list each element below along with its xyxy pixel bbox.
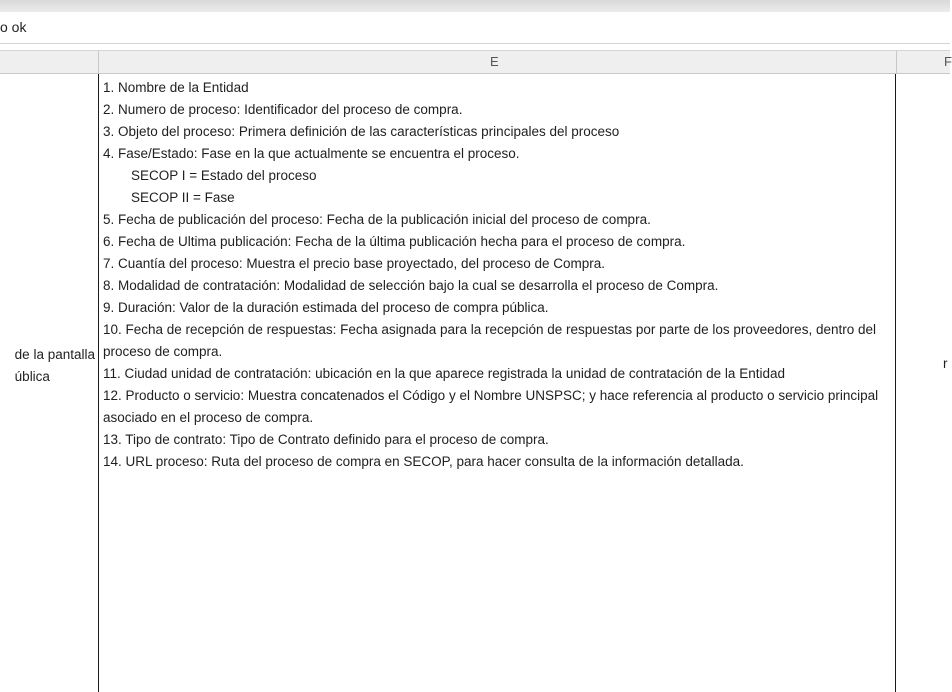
list-item: 12. Producto o servicio: Muestra concatenados el Código y el Nombre UNSPSC; y hace referencia al producto o servicio principal asociado en el proceso de compra.: [103, 388, 879, 425]
column-divider[interactable]: [896, 51, 897, 73]
spreadsheet-grid: [0, 74, 950, 692]
list-item: 6. Fecha de Ultima publicación: Fecha de la última publicación hecha para el proceso de compra.: [103, 234, 686, 249]
list-item: 4. Fase/Estado: Fase en la que actualmente se encuentra el proceso.: [103, 146, 520, 161]
list-item: 9. Duración: Valor de la duración estimada del proceso de compra pública.: [103, 300, 549, 315]
cell-e-description[interactable]: [98, 74, 896, 692]
cell-f-text: r: [943, 356, 948, 371]
cell-d-line: de la pantalla: [14, 347, 95, 362]
list-item: 10. Fecha de recepción de respuestas: Fecha asignada para la recepción de respuestas por parte de los proveedores, dentro del proceso de compra.: [103, 322, 876, 359]
formula-bar[interactable]: [0, 12, 950, 44]
list-item: 8. Modalidad de contratación: Modalidad de selección bajo la cual se desarrolla el proceso de Compra.: [103, 278, 719, 293]
list-item: 13. Tipo de contrato: Tipo de Contrato definido para el proceso de compra.: [103, 432, 549, 447]
column-header-bar: [0, 50, 950, 74]
column-divider[interactable]: [98, 51, 99, 73]
cell-d-text: [15, 344, 95, 388]
list-item: 2. Numero de proceso: Identificador del proceso de compra.: [103, 102, 463, 117]
window-top-strip: [0, 0, 950, 12]
list-item: 7. Cuantía del proceso: Muestra el precio base proyectado, del proceso de Compra.: [103, 256, 606, 271]
cell-f[interactable]: [896, 74, 950, 692]
cell-d[interactable]: [0, 74, 98, 692]
list-item: 3. Objeto del proceso: Primera definición de las características principales del proceso: [103, 124, 620, 139]
sub-list-item: SECOP II = Fase: [131, 190, 235, 205]
list-item: 5. Fecha de publicación del proceso: Fecha de la publicación inicial del proceso de compra.: [103, 212, 651, 227]
cell-d-line: ública: [14, 369, 50, 384]
column-header-e[interactable]: E: [490, 54, 499, 69]
list-item: 1. Nombre de la Entidad: [103, 80, 249, 95]
sub-list-item: SECOP I = Estado del proceso: [131, 168, 317, 183]
list-item: 11. Ciudad unidad de contratación: ubicación en la que aparece registrada la unidad de contratación de la Entidad: [103, 366, 785, 381]
formula-bar-text[interactable]: o ok: [0, 19, 27, 35]
column-header-f[interactable]: F: [944, 54, 952, 69]
list-item: 14. URL proceso: Ruta del proceso de compra en SECOP, para hacer consulta de la información detallada.: [103, 454, 744, 469]
